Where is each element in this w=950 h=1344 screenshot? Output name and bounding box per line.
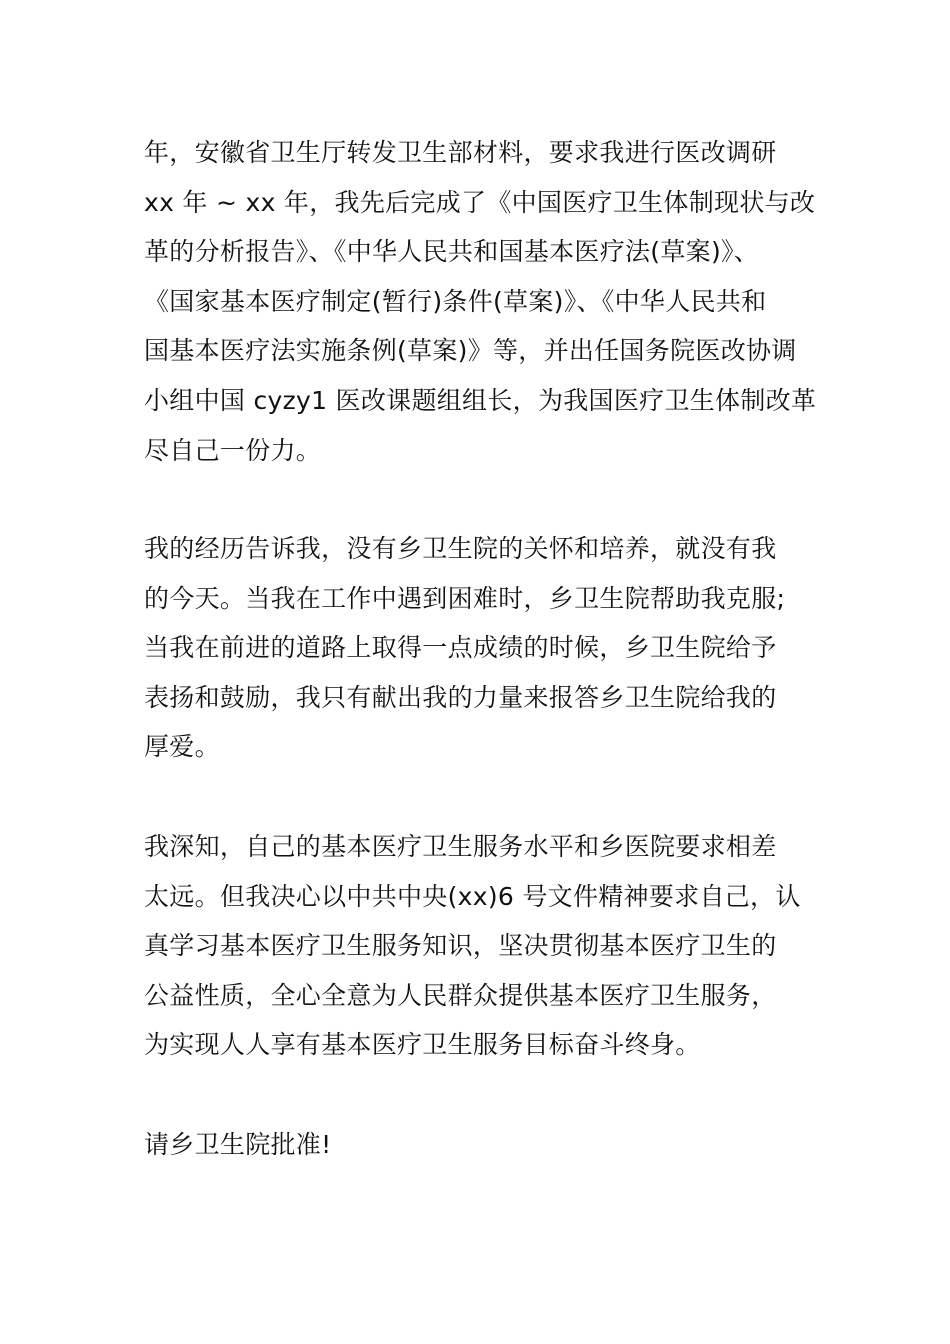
text-line: 当我在前进的道路上取得一点成绩的时候，乡卫生院给予 [144,633,777,663]
text-line: 我的经历告诉我，没有乡卫生院的关怀和培养，就没有我 [144,534,777,563]
text-line: xx 年 ~ xx 年，我先后完成了《中国医疗卫生体制现状与改 [144,187,816,217]
text-line: 表扬和鼓励，我只有献出我的力量来报答乡卫生院给我的 [144,682,777,712]
paragraph-gratitude [144,524,824,772]
paragraph-commitment [144,822,824,1070]
text-line: 的今天。当我在工作中遇到困难时，乡卫生院帮助我克服; [144,583,786,613]
text-line: 太远。但我决心以中共中央(xx)6 号文件精神要求自己，认 [144,881,801,911]
text-line: 真学习基本医疗卫生服务知识，坚决贯彻基本医疗卫生的 [144,931,777,961]
text-line: 尽自己一份力。 [144,435,322,465]
text-line: 《国家基本医疗制定(暂行)条件(草案)》、《中华人民共和 [144,286,767,316]
text-line: 国基本医疗法实施条例(草案)》等，并出任国务院医改协调 [144,336,797,366]
text-line: 小组中国 cyzy1 医改课题组组长，为我国医疗卫生体制改革 [144,385,817,415]
paragraph-research-history [144,128,824,475]
text-line: 年，安徽省卫生厅转发卫生部材料，要求我进行医改调研 [144,138,777,167]
text-line: 请乡卫生院批准! [144,1130,332,1159]
text-line: 革的分析报告》、《中华人民共和国基本医疗法(草案)》、 [144,237,760,267]
text-line: 为实现人人享有基本医疗卫生服务目标奋斗终身。 [144,1030,701,1060]
text-line: 公益性质，全心全意为人民群众提供基本医疗卫生服务， [144,980,777,1010]
text-line: 厚爱。 [144,732,220,762]
text-line: 我深知，自己的基本医疗卫生服务水平和乡医院要求相差 [144,832,777,861]
paragraph-closing-request [144,1120,824,1170]
